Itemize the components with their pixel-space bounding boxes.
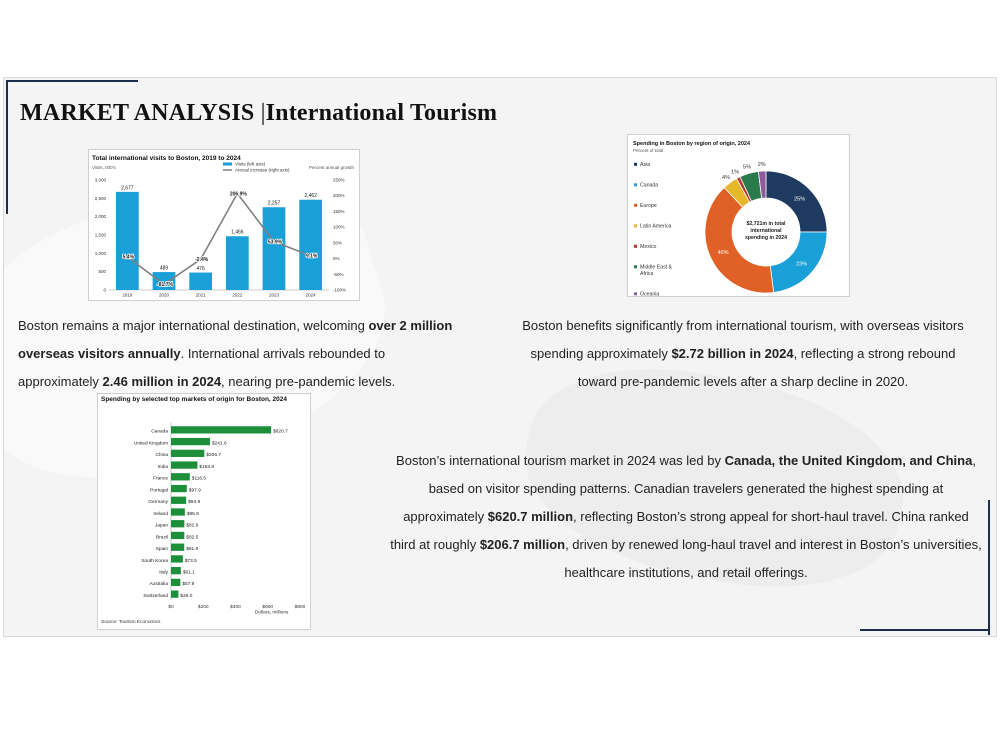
legend-label-visits: Visits (left axis) — [235, 161, 266, 167]
bar-value-label: $206.7 — [206, 453, 222, 459]
corner-line-top-left-vertical — [6, 80, 8, 214]
region-donut-chart — [628, 135, 849, 296]
category-label: France — [153, 476, 168, 482]
bar-spending — [171, 450, 204, 457]
bar-value-label: $82.6 — [186, 523, 199, 529]
chart-source: Source: Tourism Economics — [101, 620, 161, 625]
slice-value-label: 1% — [731, 169, 740, 176]
donut-center-label: spending in 2024 — [744, 235, 788, 241]
y-right-tick-label: 0% — [333, 256, 340, 262]
category-label: Japan — [154, 523, 168, 529]
bar-spending — [171, 567, 181, 574]
bar-spending — [171, 461, 197, 468]
y-right-tick-label: 100% — [333, 224, 345, 230]
legend-label: Oceania — [640, 291, 660, 296]
paragraph-spending: Boston benefits significantly from international tourism, with overseas visitors spending approximately $2.72 billion in 2024, reflecting a strong rebound toward pre-pandemic levels after a sharp decline in 2020. — [522, 318, 964, 389]
y-right-tick-label: -100% — [333, 287, 347, 293]
x-tick-label: 2023 — [268, 292, 280, 298]
chart-title: Spending by selected top markets of origin for Boston, 2024 — [101, 396, 288, 403]
category-label: Ireland — [153, 511, 168, 517]
bar-value-label: 2,462 — [304, 193, 317, 200]
bar-value-label: $57.9 — [182, 582, 195, 588]
bar-spending — [171, 508, 185, 515]
bar-spending — [171, 532, 184, 539]
y-left-tick-label: 2,000 — [94, 214, 106, 220]
category-label: Portugal — [150, 488, 168, 494]
top-markets-chart — [98, 394, 310, 629]
y-right-tick-label: 50% — [333, 240, 343, 246]
paragraph-top-markets: Boston’s international tourism market in 2024 was led by Canada, the United Kingdom, and China, based on visitor spending patterns. Canadian travelers generated the highest spending at approximately $620.7 million, reflecting Boston’s strong appeal for short-haul travel. China ranked third at roughly $206.7 million, driven by renewed long-haul travel and interest in Boston’s universities, healthcare institutions, and retail offerings. — [390, 453, 982, 580]
category-label: Germany — [148, 500, 168, 506]
bar-value-label: 476 — [196, 266, 205, 273]
bar-value-label: $81.9 — [186, 547, 199, 553]
legend-swatch — [634, 224, 637, 227]
slice-value-label: 5% — [743, 164, 752, 171]
x-tick-label: $600 — [262, 605, 274, 610]
bar-value-label: 489 — [159, 265, 169, 272]
visits-chart-panel — [88, 149, 360, 301]
x-tick-label: $800 — [294, 605, 306, 610]
corner-line-bottom-right-horizontal — [860, 629, 988, 631]
bar-spending — [171, 426, 271, 433]
legend-label: Asia — [640, 162, 651, 168]
legend-swatch — [634, 204, 637, 207]
legend-swatch — [634, 183, 637, 186]
y-right-tick-label: 250% — [333, 177, 345, 183]
chart-subtitle-right: Percent annual growth — [308, 165, 354, 170]
slice-value-label: 4% — [722, 174, 731, 181]
y-left-tick-label: 0 — [103, 287, 106, 293]
region-spending-panel — [627, 134, 850, 297]
bar-value-label: 2,677 — [121, 185, 134, 192]
bar-spending — [171, 438, 210, 445]
bar-spending — [171, 497, 186, 504]
chart-subtitle: Percent of total — [633, 148, 664, 153]
category-label: Spain — [155, 547, 168, 553]
chart-title: Spending in Boston by region of origin, 2024 — [633, 141, 751, 147]
y-left-tick-label: 1,000 — [94, 250, 106, 256]
bar-value-label: $46.0 — [180, 593, 193, 599]
bar-spending — [171, 579, 180, 586]
bar-value-label: $73.5 — [184, 558, 197, 564]
bar-spending — [171, 555, 183, 562]
legend-swatch — [634, 265, 637, 268]
growth-value-label: 9.1% — [305, 253, 318, 260]
paragraph-visitors: Boston remains a major international destination, welcoming over 2 million overseas visitors annually. International arrivals rebounded to approximately 2.46 million in 2024, nearing pre-pandemic levels. — [18, 318, 453, 389]
x-tick-label: 2019 — [122, 292, 133, 298]
growth-value-label: -81.7% — [157, 282, 173, 289]
bar-value-label: 1,466 — [231, 229, 244, 236]
y-right-tick-label: -50% — [333, 271, 344, 277]
visits-chart — [89, 150, 359, 300]
growth-value-label: -2.4% — [195, 257, 209, 264]
category-label: China — [155, 453, 168, 459]
bar-visits — [226, 236, 249, 290]
y-left-tick-label: 1,500 — [94, 232, 106, 238]
bar-value-label: $163.8 — [199, 464, 215, 470]
bar-value-label: $620.7 — [273, 429, 288, 435]
x-tick-label: 2022 — [232, 292, 243, 298]
growth-value-label: 53.9% — [267, 239, 283, 246]
bar-value-label: $97.9 — [188, 488, 201, 494]
bar-spending — [171, 473, 190, 480]
bar-spending — [171, 544, 184, 551]
x-tick-label: $200 — [197, 605, 209, 610]
category-label: India — [157, 464, 168, 470]
category-label: United Kingdom — [133, 441, 168, 447]
category-label: Australia — [149, 582, 168, 588]
bar-visits — [299, 200, 322, 290]
donut-center-label: international — [750, 228, 782, 234]
legend-label: Middle East & Africa — [640, 264, 673, 277]
chart-subtitle-left: Visits, 000's — [92, 165, 116, 170]
bar-visits — [116, 192, 139, 290]
y-left-tick-label: 3,000 — [94, 177, 106, 183]
page-title: MARKET ANALYSIS |International Tourism — [20, 100, 498, 126]
slice-value-label: 25% — [794, 196, 806, 203]
bar-value-label: $85.9 — [186, 511, 199, 517]
corner-line-bottom-right-vertical — [988, 500, 990, 635]
bar-value-label: $82.5 — [186, 535, 199, 541]
category-label: Brazil — [156, 535, 168, 541]
legend-label-growth: Annual increase (right axis) — [235, 167, 290, 173]
slice-value-label: 23% — [796, 261, 808, 268]
y-left-tick-label: 2,500 — [94, 195, 106, 201]
growth-value-label: 5.4% — [122, 254, 135, 261]
bar-spending — [171, 485, 187, 492]
bar-visits — [263, 207, 286, 290]
bar-value-label: $61.1 — [182, 570, 195, 576]
corner-line-top-left-horizontal — [6, 80, 138, 82]
y-right-tick-label: 150% — [333, 208, 345, 214]
legend-label: Canada — [640, 182, 659, 189]
x-tick-label: 2024 — [305, 292, 316, 298]
y-left-tick-label: 500 — [98, 269, 106, 275]
donut-center-label: $2,721m in total — [746, 221, 786, 227]
bar-value-label: $241.6 — [211, 441, 227, 447]
bar-value-label: $116.5 — [191, 476, 207, 482]
slice-value-label: 2% — [757, 162, 766, 169]
legend-label: Europe — [640, 203, 657, 209]
bar-spending — [171, 590, 178, 597]
category-label: Switzerland — [143, 593, 168, 599]
bar-spending — [171, 520, 184, 527]
bar-value-label: $93.9 — [188, 500, 201, 506]
legend-label: Mexico — [640, 244, 657, 250]
top-markets-panel — [97, 393, 311, 630]
chart-title: Total international visits to Boston, 2019 to 2024 — [92, 155, 241, 162]
growth-value-label: 206.9% — [229, 191, 247, 198]
bar-visits — [189, 273, 212, 290]
legend-swatch — [634, 292, 637, 295]
legend-swatch — [634, 245, 637, 248]
category-label: South Korea — [141, 558, 168, 564]
y-right-tick-label: 200% — [333, 193, 345, 199]
legend-swatch-visits — [223, 163, 232, 166]
category-label: Italy — [159, 570, 168, 576]
x-axis-title: Dollars, millions — [254, 610, 289, 616]
x-tick-label: 2020 — [158, 292, 170, 298]
legend-label: Latin America — [640, 223, 672, 230]
bar-value-label: 2,257 — [267, 200, 281, 207]
category-label: Canada — [151, 429, 168, 435]
x-tick-label: 2021 — [195, 292, 206, 298]
x-tick-label: $0 — [168, 605, 174, 610]
slice-value-label: 40% — [717, 250, 729, 257]
legend-swatch — [634, 163, 637, 166]
x-tick-label: $400 — [230, 605, 241, 610]
